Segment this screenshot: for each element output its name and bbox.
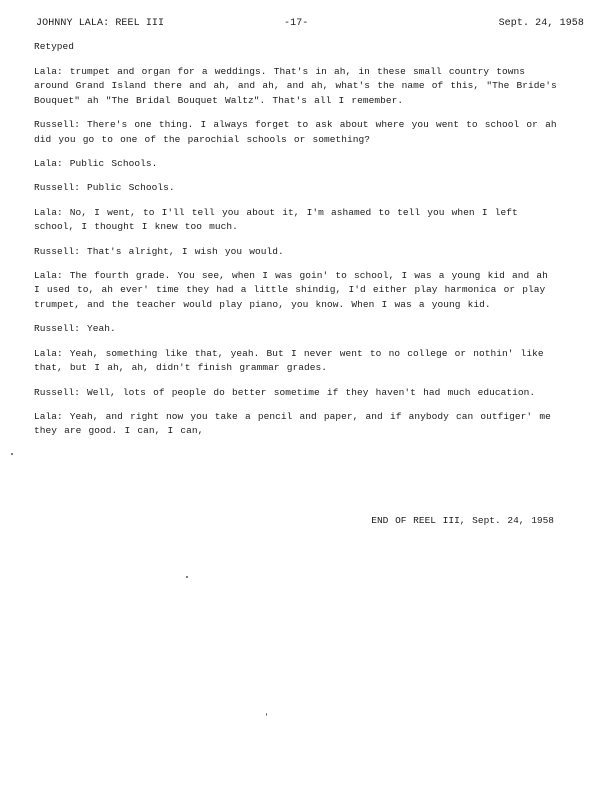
- scan-speck: [186, 576, 188, 578]
- speaker-label: Lala:: [34, 410, 63, 422]
- dialogue-text: Yeah, something like that, yeah. But I never went to no college or nothin' like that, but I ah, ah, didn't finish grammar grades.: [34, 347, 544, 374]
- dialogue-paragraph: [34, 157, 560, 171]
- dialogue-paragraph: [34, 181, 560, 195]
- dialogue-text: There's one thing. I always forget to ask about where you went to school or ah did you go to one of the parochial schools or something?: [34, 119, 557, 145]
- dialogue-text: Well, lots of people do better sometime if they haven't had much education.: [87, 386, 536, 398]
- scan-speck: [11, 453, 13, 455]
- header-date: Sept. 24, 1958: [498, 18, 584, 29]
- dialogue-text: Public Schools.: [69, 158, 158, 170]
- speaker-label: Russell:: [34, 323, 81, 335]
- dialogue-text: trumpet and organ for a weddings. That's in ah, in these small country towns around Grand Island there and ah, and ah, and ah, what's the name of this, "The Bride's Bouquet" ah "The Bridal Bouquet Waltz". That's all I remember.: [34, 66, 557, 106]
- dialogue-paragraph: [34, 65, 560, 108]
- dialogue-text: No, I went, to I'll tell you about it, I'm ashamed to tell you when I left school, I thought I knew too much.: [34, 206, 518, 233]
- end-of-reel-note: END OF REEL III, Sept. 24, 1958: [371, 515, 554, 526]
- dialogue-text: That's alright, I wish you would.: [87, 245, 284, 257]
- dialogue-paragraph: [34, 206, 560, 235]
- speaker-label: Lala:: [34, 270, 63, 282]
- speaker-label: Lala:: [34, 347, 63, 359]
- dialogue-paragraph: [34, 347, 560, 376]
- speaker-label: Russell:: [34, 119, 81, 131]
- transcript-body: [34, 65, 560, 449]
- dialogue-text: Public Schools.: [87, 182, 175, 194]
- dialogue-paragraph: [34, 322, 560, 336]
- speaker-label: Russell:: [34, 182, 81, 194]
- scan-speck: [266, 713, 267, 716]
- dialogue-paragraph: [34, 386, 560, 400]
- page-number: -17-: [284, 18, 309, 29]
- header-title: JOHNNY LALA: REEL III: [36, 18, 165, 29]
- dialogue-paragraph: [34, 118, 560, 147]
- dialogue-text: Yeah, and right now you take a pencil and paper, and if anybody can outfiger' me they are good. I can, I can,: [34, 410, 551, 437]
- speaker-label: Lala:: [34, 206, 63, 218]
- dialogue-paragraph: [34, 269, 560, 312]
- page-header: [36, 18, 584, 32]
- speaker-label: Russell:: [34, 245, 81, 257]
- dialogue-text: Yeah.: [87, 323, 116, 335]
- dialogue-paragraph: [34, 245, 560, 259]
- speaker-label: Russell:: [34, 386, 81, 398]
- retyped-note: Retyped: [34, 41, 74, 52]
- dialogue-text: The fourth grade. You see, when I was goin' to school, I was a young kid and ah I used to, ah ever' time they had a little shindig, I'd either play harmonica or play trumpet, and the teacher would play piano, you know. When I was a young kid.: [34, 270, 548, 310]
- speaker-label: Lala:: [34, 66, 63, 77]
- speaker-label: Lala:: [34, 158, 63, 170]
- dialogue-paragraph: [34, 410, 560, 439]
